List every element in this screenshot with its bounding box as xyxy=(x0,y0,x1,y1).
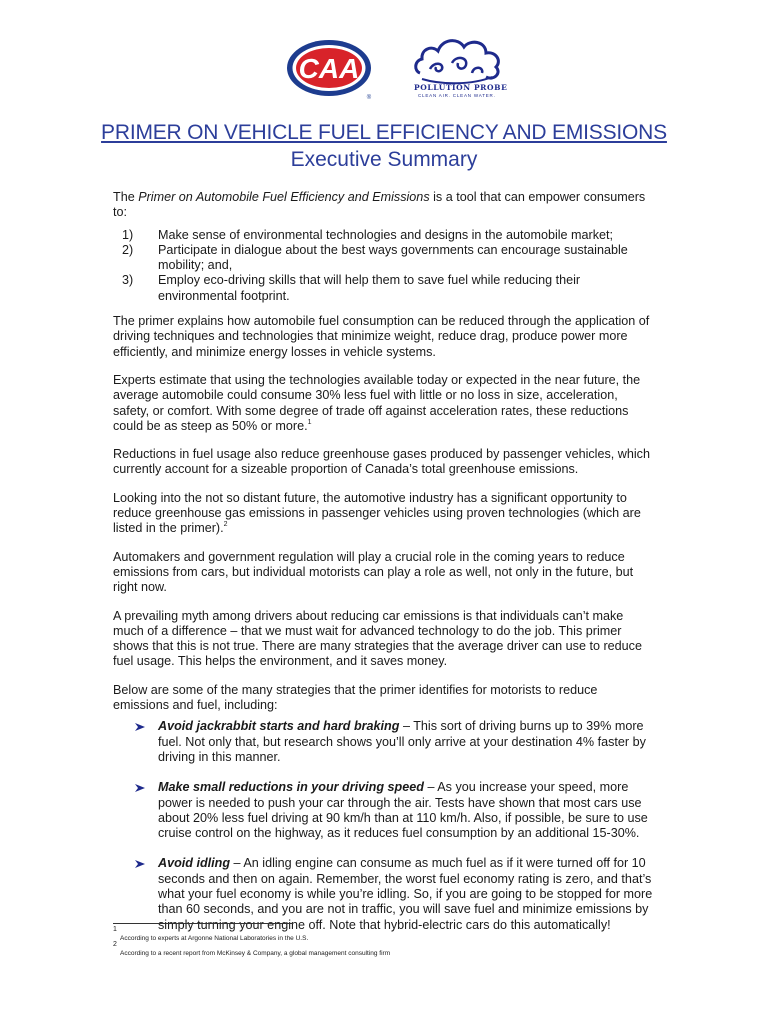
paragraph-future xyxy=(113,491,653,537)
footnote-ref-1[interactable]: 1 xyxy=(307,418,312,426)
strategy-item xyxy=(113,780,653,841)
footnotes xyxy=(113,926,673,957)
paragraph-techniques: The primer explains how automobile fuel consumption can be reduced through the application of driving techniques and technologies that minimize weight, reduce drag, produce power more efficiently, and minimize energy losses in vehicle systems. xyxy=(113,314,650,359)
primer-title-italic: Primer on Automobile Fuel Efficiency and Emissions xyxy=(138,190,430,204)
pollution-probe-logo xyxy=(412,33,508,103)
numbered-list xyxy=(113,228,653,304)
paragraph-experts xyxy=(113,373,653,434)
pollution-probe-name: POLLUTION PROBE xyxy=(414,83,508,92)
paragraph-strategies-intro: Below are some of the many strategies that the primer identifies for motorists to reduce emissions and fuel, including: xyxy=(113,682,598,713)
intro-pre: The xyxy=(113,190,139,204)
list-item xyxy=(113,228,653,243)
footnote-ref-2[interactable]: 2 xyxy=(223,521,228,529)
pollution-probe-tagline: CLEAN AIR. CLEAN WATER. xyxy=(418,93,496,98)
footnote xyxy=(113,941,673,957)
footnote-text: According to a recent report from McKinsey & Company, a global management consulting firm xyxy=(120,950,391,957)
paragraph-myth: A prevailing myth among drivers about reducing car emissions is that individuals can’t make much of a difference – that we must wait for advanced technology to do the job. This primer shows that this is not true. There are many strategies that the average driver can use to reduce fuel usage. This helps the environment, and it saves money. xyxy=(113,608,642,669)
cloud-swirl-icon xyxy=(412,33,508,87)
caa-logo-text: CAA xyxy=(298,53,360,84)
strategy-lead: Make small reductions in your driving speed xyxy=(158,780,424,795)
intro-paragraph xyxy=(113,190,653,221)
paragraph-future-text: Looking into the not so distant future, the automotive industry has a significant opportunity to reduce greenhouse gas emissions in passenger vehicles using proven technologies (which are listed in the primer). xyxy=(113,490,641,536)
paragraph-automakers: Automakers and government regulation will play a crucial role in the coming years to reduce emissions from cars, but individual motorists can play a role as well, not only in the future, but right now. xyxy=(113,549,634,595)
caa-logo xyxy=(286,38,374,100)
list-item xyxy=(113,243,653,274)
intro-post: is a tool that can empower consumers to: xyxy=(113,190,646,220)
arrow-bullet-icon xyxy=(134,858,146,870)
strategy-item xyxy=(113,719,653,765)
list-number: 2) xyxy=(122,242,134,257)
footnote xyxy=(113,926,673,942)
document-subtitle: Executive Summary xyxy=(290,148,478,171)
footnote-divider xyxy=(113,923,293,924)
list-item-text: Participate in dialogue about the best ways governments can encourage sustainable mobility; and, xyxy=(158,242,628,273)
footnote-number: 2 xyxy=(113,941,117,948)
document-body xyxy=(113,190,653,948)
list-item-text: Employ eco-driving skills that will help them to save fuel while reducing their environmental footprint. xyxy=(158,273,581,303)
strategy-text: – This sort of driving burns up to 39% more fuel. Not only that, but research shows you’ll only arrive at your destination 4% faster by driving in this manner. xyxy=(158,719,646,764)
strategies-list xyxy=(113,719,653,933)
arrow-bullet-icon xyxy=(134,782,146,794)
list-number: 1) xyxy=(122,227,134,242)
paragraph-greenhouse: Reductions in fuel usage also reduce greenhouse gases produced by passenger vehicles, which currently account for a sizeable proportion of Canada’s total greenhouse emissions. xyxy=(113,447,650,477)
strategy-lead: Avoid idling xyxy=(158,856,231,871)
strategy-item xyxy=(113,856,653,932)
caa-logo-icon xyxy=(286,38,374,100)
footnote-number: 1 xyxy=(113,926,117,933)
strategy-lead: Avoid jackrabbit starts and hard braking xyxy=(158,719,400,734)
document-title: PRIMER ON VEHICLE FUEL EFFICIENCY AND EMISSIONS xyxy=(101,121,667,144)
list-number: 3) xyxy=(122,273,134,288)
list-item xyxy=(113,273,653,304)
registered-mark: ® xyxy=(366,95,372,100)
paragraph-experts-text: Experts estimate that using the technologies available today or expected in the near future, the average automobile could consume 30% less fuel with little or no loss in size, acceleration, safety, or comfort. With some degree of trade off against acceleration rates, these reductions could be as steep as 50% or more. xyxy=(113,372,641,433)
strategy-text: – An idling engine can consume as much fuel as if it were turned off for 10 seconds and then on again. Remember, the worst fuel economy rating is zero, and that’s what your fuel economy is while you’re idling. So, if you are going to be stopped for more than 60 seconds, and you are not in traffic, you will save fuel and minimize emissions by simply turning your engine off. Note that hybrid-electric cars do this automatically! xyxy=(158,856,653,932)
strategy-text: – As you increase your speed, more power is needed to push your car through the air. Tests have shown that most cars use about 20% less fuel driving at 90 km/h than at 110 km/h. Also, if possible, be sure to use cruise control on the highway, as it reduces fuel consumption by an additional 15-30%. xyxy=(158,780,648,841)
list-item-text: Make sense of environmental technologies and designs in the automobile market; xyxy=(158,227,614,242)
arrow-bullet-icon xyxy=(134,721,146,733)
footnote-text: According to experts at Argonne National Laboratories in the U.S. xyxy=(120,935,309,942)
